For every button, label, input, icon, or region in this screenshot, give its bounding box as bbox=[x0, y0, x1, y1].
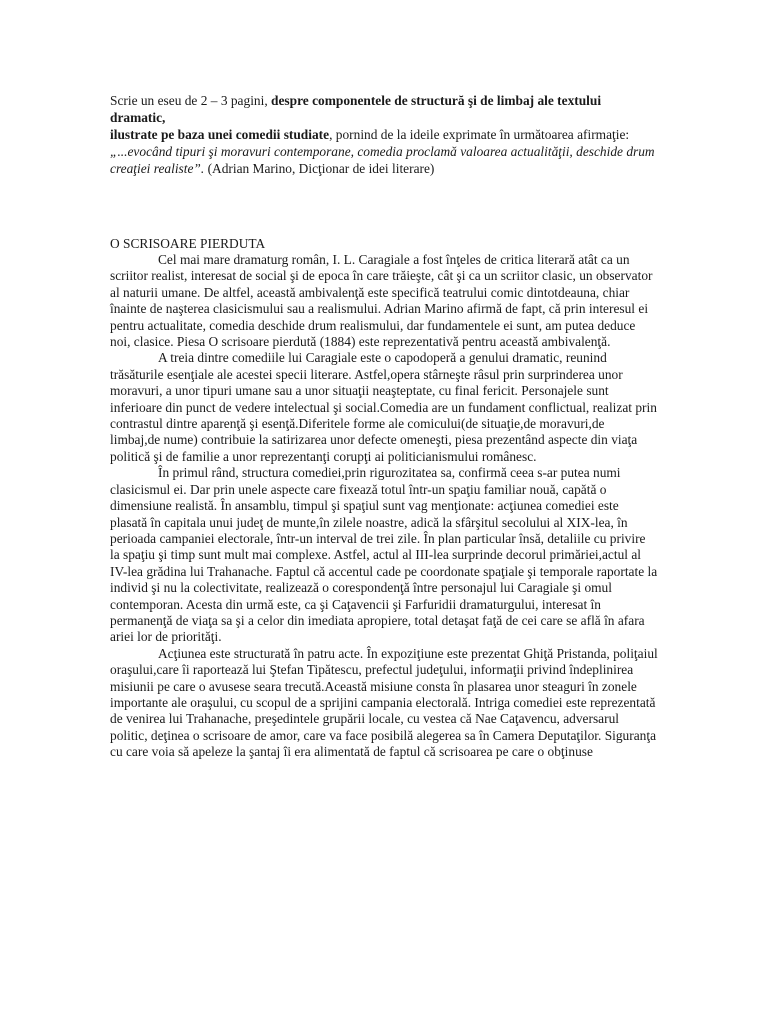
essay-title: O SCRISOARE PIERDUTA bbox=[110, 236, 266, 251]
spacer bbox=[110, 177, 658, 235]
prompt-source: (Adrian Marino, Dicţionar de idei literare) bbox=[204, 161, 435, 176]
essay-paragraph: A treia dintre comediile lui Caragiale este o capodoperă a genului dramatic, reunind trăsăturile esenţiale ale acestei specii literare. Astfel,opera stârneşte râsul prin surprinderea unor moravuri, a unor tipuri umane sau a unor situaţii neaşteptate, cu final fericit. Personajele sunt inferioare din punct de vedere intelectual şi social.Comedia are un fundament conflictual, realizat prin contrastul dintre aparenţă şi esenţă.Diferitele forme ale comicului(de situaţie,de moravuri,de limbaj,de nume) contribuie la satirizarea unor defecte omeneşti, piesa prezentând aspecte din viaţa politică şi de familie a unor reprezentanţi corupţi ai politicianismului românesc. bbox=[110, 350, 657, 464]
essay-prompt bbox=[110, 92, 658, 177]
prompt-tail: , pornind de la ideile exprimate în următoarea afirmaţie: bbox=[329, 127, 630, 142]
prompt-intro: Scrie un eseu de 2 – 3 pagini, bbox=[110, 93, 272, 108]
essay-paragraph: În primul rând, structura comediei,prin rigurozitatea sa, confirmă ceea s-ar putea numi clasicismul ei. Dar prin unele aspecte care fixează totul într-un spaţiu familiar nouă, capătă o dimensiune realistă. În ansamblu, timpul şi spaţiul sunt vag menţionate: acţiunea comediei este plasată în capitala unui judeţ de munte,în zilele noastre, adică la sfârşitul secolului al XIX-lea, în perioada campaniei electorale, într-un interval de trei zile. În plan particular însă, detaliile cu privire la spaţiu şi timp sunt mult mai complexe. Astfel, actul al III-lea surprinde decorul primăriei,actul al IV-lea grădina lui Trahanache. Faptul că accentul cade pe coordonate spaţiale şi temporale raportate la individ şi nu la colectivitate, realizează o corespondenţă între personajul lui Caragiale şi omul contemporan. Acesta din urmă este, ca şi Caţavencii şi Farfuridii dramaturgului, interesat în permanenţă de viaţa sa şi a celor din imediata apropiere, total detaşat faţă de cei care se află în afara ariei lor de priorităţi. bbox=[110, 465, 658, 645]
prompt-bold-1: despre componentele de structură şi de limbaj ale textului dramatic, bbox=[110, 93, 602, 125]
prompt-bold-2: ilustrate pe baza unei comedii studiate bbox=[110, 127, 330, 142]
document-page bbox=[110, 92, 658, 761]
essay-paragraph: Cel mai mare dramaturg român, I. L. Caragiale a fost înţeles de critica literară atât ca un scriitor realist, interesat de social şi de epoca în care trăieşte, cât şi ca un scriitor clasic, un observator al naturii umane. De altfel, această ambivalenţă este specifică teatrului comic dintotdeauna, chiar înainte de naşterea clasicismului sau a realismului. Adrian Marino afirmă de fapt, că prin interesul ei pentru actualitate, comedia deschide drum realismului, dar fundamentele ei sunt, am putea deduce noi, clasice. Piesa O scrisoare pierdută (1884) este reprezentativă pentru această ambivalenţă. bbox=[110, 252, 653, 350]
essay-paragraph: Acţiunea este structurată în patru acte. În expoziţiune este prezentat Ghiţă Pristanda, poliţaiul oraşului,care îi raportează lui Ştefan Tipătescu, prefectul judeţului, informaţii privind îndeplinirea misiunii pe care o avusese seara trecută.Această misiune consta în plasarea unor steaguri în zonele importante ale oraşului, cu scopul de a sprijini campania electorală. Intriga comediei este reprezentată de venirea lui Trahanache, preşedintele grupării locale, cu vestea că Nae Caţavencu, adversarul politic, deţinea o scrisoare de amor, care va face posibilă alegerea sa în Camera Deputaţilor. Siguranţa cu care voia să apeleze la şantaj îi era alimentată de faptul că scrisoarea pe care o obţinuse bbox=[110, 645, 658, 760]
prompt-quote: „...evocând tipuri şi moravuri contemporane, comedia proclamă valoarea actualităţii, deschide drum creaţiei realiste”. bbox=[110, 144, 655, 176]
